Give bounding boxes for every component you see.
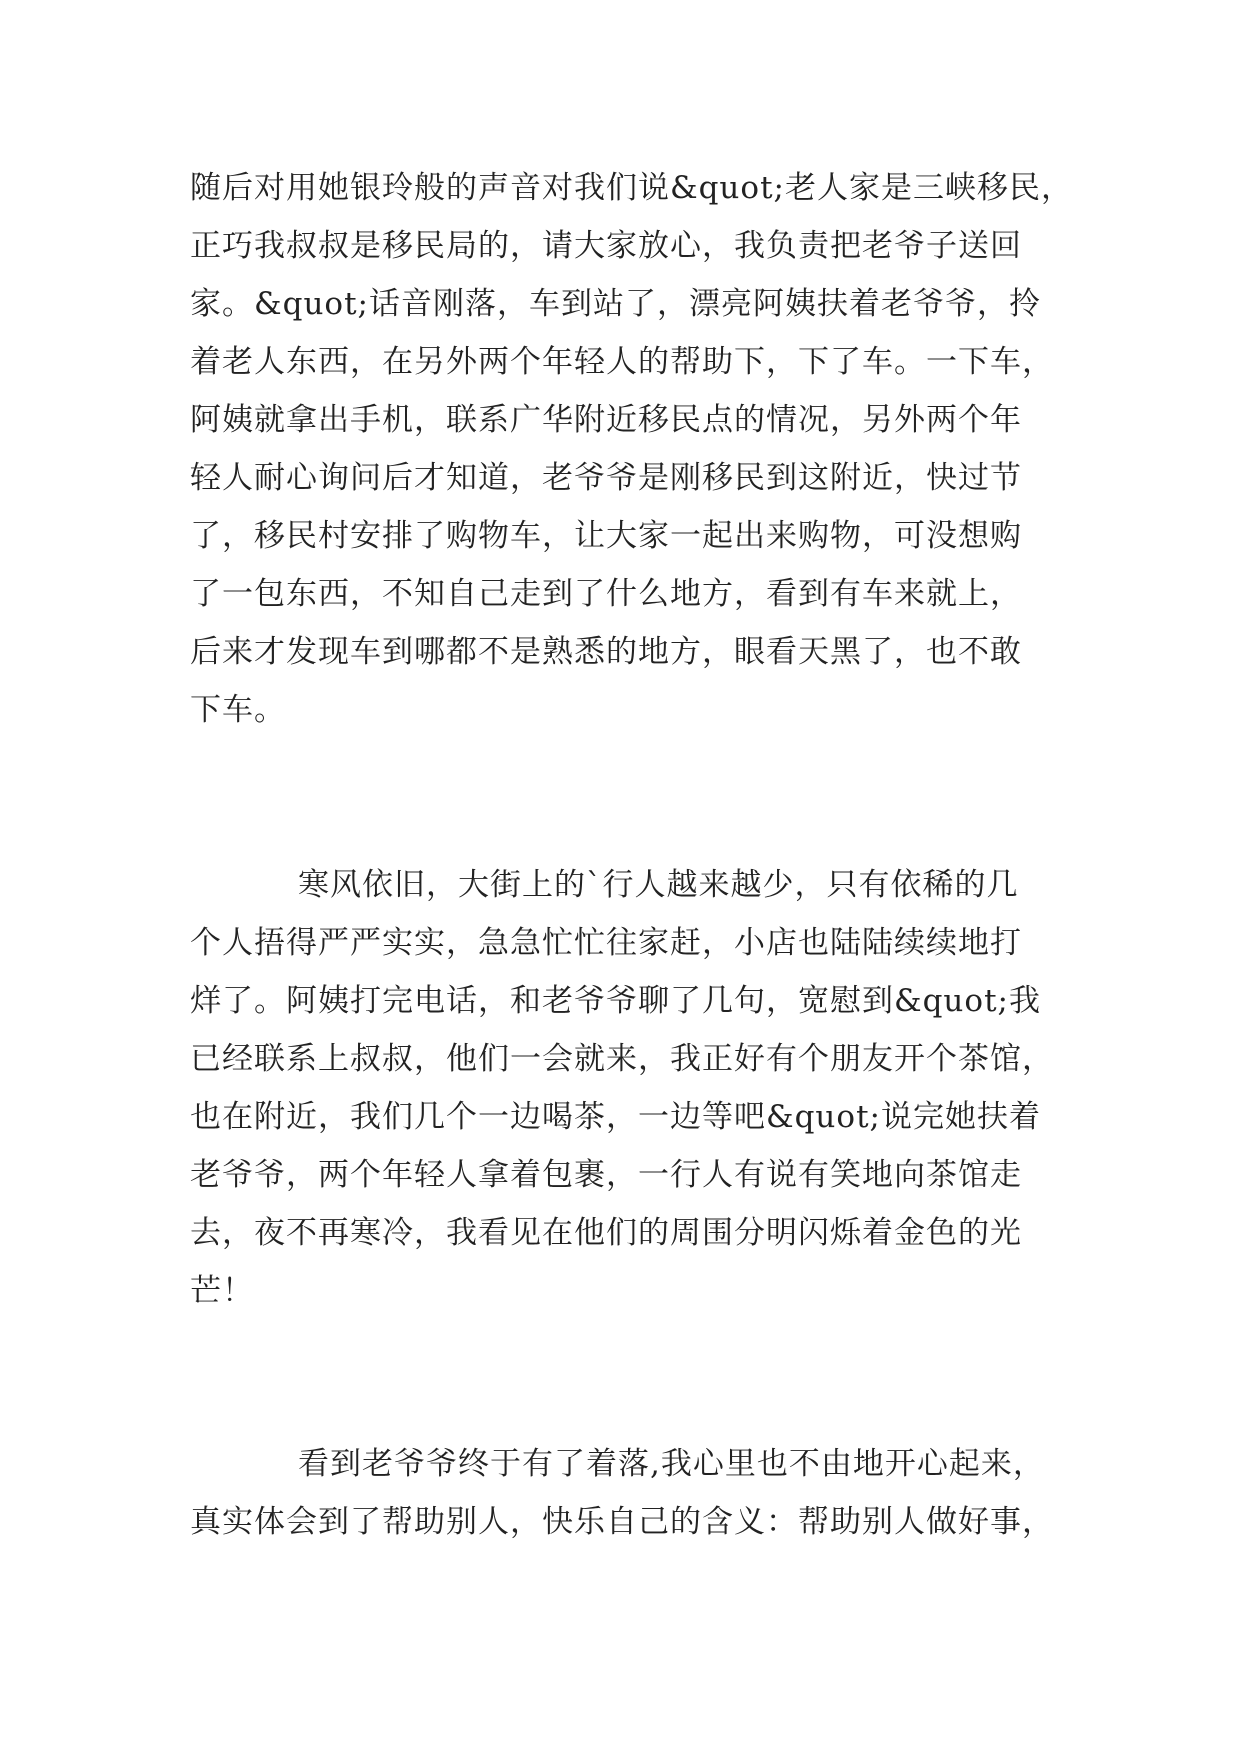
paragraph-1-line-1: 随后对用她银玲般的声音对我们说&quot;老人家是三峡移民， [190, 170, 1073, 206]
paragraph-1-line-5: 阿姨就拿出手机，联系广华附近移民点的情况，另外两个年 [190, 402, 1022, 438]
paragraph-1-line-9: 后来才发现车到哪都不是熟悉的地方，眼看天黑了，也不敢 [190, 634, 1022, 670]
paragraph-2-line-3: 烊了。阿姨打完电话，和老爷爷聊了几句，宽慰到&quot;我 [190, 983, 1041, 1019]
paragraph-1-line-4: 着老人东西，在另外两个年轻人的帮助下，下了车。一下车， [190, 344, 1054, 380]
paragraph-1-line-8: 了一包东西，不知自己走到了什么地方，看到有车来就上， [190, 576, 1022, 612]
paragraph-2-line-6: 老爷爷，两个年轻人拿着包裹，一行人有说有笑地向茶馆走 [190, 1157, 1022, 1193]
paragraph-1-line-10: 下车。 [190, 692, 286, 728]
paragraph-2-line-2: 个人捂得严严实实，急急忙忙往家赶，小店也陆陆续续地打 [190, 925, 1022, 961]
paragraph-2-line-4: 已经联系上叔叔，他们一会就来，我正好有个朋友开个茶馆， [190, 1041, 1054, 1077]
paragraph-3-line-1: 看到老爷爷终于有了着落,我心里也不由地开心起来， [298, 1446, 1045, 1482]
paragraph-1-line-2: 正巧我叔叔是移民局的，请大家放心，我负责把老爷子送回 [190, 228, 1022, 264]
paragraph-2-line-5: 也在附近，我们几个一边喝茶，一边等吧&quot;说完她扶着 [190, 1099, 1041, 1135]
paragraph-2-line-7: 去，夜不再寒冷，我看见在他们的周围分明闪烁着金色的光 [190, 1215, 1022, 1251]
paragraph-1-line-6: 轻人耐心询问后才知道，老爷爷是刚移民到这附近，快过节 [190, 460, 1022, 496]
paragraph-2-line-1: 寒风依旧，大街上的`行人越来越少，只有依稀的几 [298, 867, 1019, 903]
paragraph-3-line-2: 真实体会到了帮助别人，快乐自己的含义：帮助别人做好事， [190, 1504, 1054, 1540]
paragraph-1-line-3: 家。&quot;话音刚落，车到站了，漂亮阿姨扶着老爷爷，拎 [190, 286, 1041, 322]
paragraph-2-line-8: 芒！ [190, 1273, 254, 1309]
paragraph-1-line-7: 了，移民村安排了购物车，让大家一起出来购物，可没想购 [190, 518, 1022, 554]
